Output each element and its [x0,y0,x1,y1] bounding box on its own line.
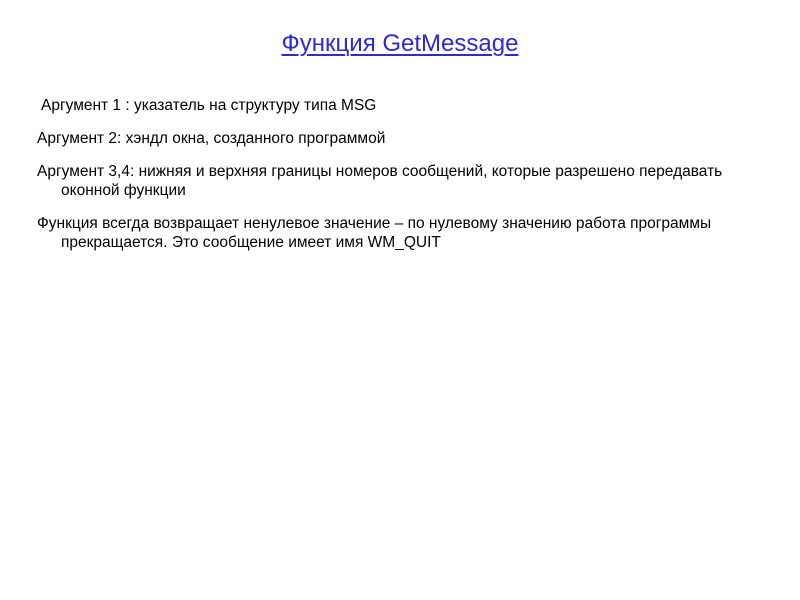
argument-3-4-text: Аргумент 3,4: нижняя и верхняя границы номеров сообщений, которые разрешено передавать оконной функции [37,163,723,199]
return-value-text: Функция всегда возвращает ненулевое значение – по нулевому значению работа программы прекращается. Это сообщение имеет имя WM_QUIT [37,215,712,251]
argument-2-text: Аргумент 2: хэндл окна, созданного программой [37,130,386,147]
argument-1-text: Аргумент 1 : указатель на структуру типа MSG [41,97,377,114]
slide-body [37,96,757,266]
slide-title-link[interactable]: Функция GetMessage [281,30,519,57]
